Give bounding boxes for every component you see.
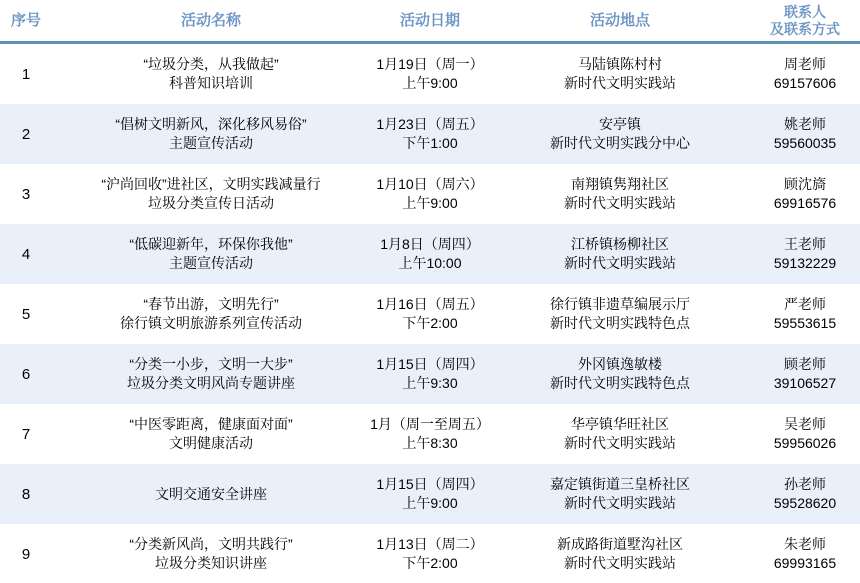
row-index-value: 2 <box>21 125 31 143</box>
contact-person-name: 姚老师 <box>784 116 826 132</box>
cell-index <box>0 224 52 284</box>
row-index-value: 1 <box>21 65 31 83</box>
cell-activity-location <box>490 104 750 164</box>
activity-name-line2: 垃圾分类宣传日活动 <box>148 195 274 211</box>
table-row <box>0 44 860 104</box>
contact-person-name: 朱老师 <box>784 536 826 552</box>
cell-activity-location <box>490 224 750 284</box>
activity-date-line1: 1月15日（周四） <box>376 356 484 372</box>
table-header-row <box>0 0 860 44</box>
activity-location-line2: 新时代文明实践特色点 <box>550 375 690 391</box>
activity-date-line2: 上午9:30 <box>402 375 458 391</box>
cell-activity-name <box>52 44 370 104</box>
contact-phone-number: 69993165 <box>773 555 837 571</box>
cell-activity-date <box>370 464 490 524</box>
activity-name-line1: “分类新风尚，文明共践行” <box>129 536 293 552</box>
contact-person-name: 吴老师 <box>784 416 826 432</box>
activity-name-line2: 文明健康活动 <box>169 435 253 451</box>
contact-person-name: 顾沈旖 <box>784 176 826 192</box>
activity-location-line2: 新时代文明实践站 <box>564 255 676 271</box>
activity-date-line1: 1月15日（周四） <box>376 476 484 492</box>
row-index-value: 3 <box>21 185 31 203</box>
table-row <box>0 524 860 583</box>
activity-date-line1: 1月23日（周五） <box>376 116 484 132</box>
cell-index <box>0 464 52 524</box>
activity-name-line1: “中医零距离，健康面对面” <box>129 416 293 432</box>
cell-activity-location <box>490 44 750 104</box>
cell-contact <box>750 104 860 164</box>
contact-phone-number: 59528620 <box>773 495 837 511</box>
header-activity-location-label: 活动地点 <box>589 11 650 29</box>
activity-name-line1: 文明交通安全讲座 <box>155 485 267 502</box>
cell-index <box>0 344 52 404</box>
cell-contact <box>750 224 860 284</box>
cell-activity-date <box>370 164 490 224</box>
row-index-value: 4 <box>21 245 31 263</box>
activity-date-line1: 1月（周一至周五） <box>370 416 490 432</box>
activity-location-line2: 新时代文明实践站 <box>564 195 676 211</box>
activity-location-line1: 华亭镇华旺社区 <box>571 416 669 432</box>
table-row <box>0 284 860 344</box>
activity-date-line2: 上午9:00 <box>402 75 458 91</box>
contact-person-name: 顾老师 <box>784 356 826 372</box>
cell-activity-location <box>490 164 750 224</box>
activity-date-line2: 上午9:00 <box>402 495 458 511</box>
row-index-value: 6 <box>21 365 31 383</box>
activity-date-line2: 上午8:30 <box>402 435 458 451</box>
cell-index <box>0 404 52 464</box>
activity-name-line1: “垃圾分类，从我做起” <box>143 56 279 72</box>
header-activity-name-label: 活动名称 <box>180 11 241 29</box>
header-activity-date-label: 活动日期 <box>399 11 460 29</box>
table-row <box>0 224 860 284</box>
activity-name-line2: 主题宣传活动 <box>169 255 253 271</box>
cell-activity-location <box>490 344 750 404</box>
activity-name-line2: 垃圾分类知识讲座 <box>155 555 267 571</box>
activity-date-line1: 1月10日（周六） <box>376 176 484 192</box>
contact-phone-number: 59132229 <box>773 255 837 271</box>
table-row <box>0 104 860 164</box>
header-index <box>0 0 52 41</box>
activity-location-line1: 马陆镇陈村村 <box>578 56 662 72</box>
activity-location-line1: 安亭镇 <box>599 116 641 132</box>
activity-location-line1: 江桥镇杨柳社区 <box>571 236 669 252</box>
cell-activity-date <box>370 404 490 464</box>
row-index-value: 5 <box>21 305 31 323</box>
activity-location-line2: 新时代文明实践特色点 <box>550 315 690 331</box>
cell-activity-name <box>52 404 370 464</box>
cell-activity-date <box>370 104 490 164</box>
contact-phone-number: 59553615 <box>773 315 837 331</box>
header-contact-label-line2: 及联系方式 <box>770 20 840 37</box>
activity-location-line2: 新时代文明实践分中心 <box>550 135 690 151</box>
contact-person-name: 周老师 <box>784 56 826 72</box>
activity-date-line2: 上午9:00 <box>402 195 458 211</box>
header-contact-label-line1: 联系人 <box>784 3 826 20</box>
activity-location-line1: 嘉定镇街道三皇桥社区 <box>550 476 690 492</box>
cell-activity-name <box>52 344 370 404</box>
activity-name-line2: 徐行镇文明旅游系列宣传活动 <box>120 315 302 331</box>
cell-contact <box>750 164 860 224</box>
table-row <box>0 164 860 224</box>
activity-location-line1: 徐行镇非遗草编展示厅 <box>550 296 690 312</box>
cell-activity-location <box>490 464 750 524</box>
activity-location-line1: 新成路街道墅沟社区 <box>557 536 683 552</box>
activity-name-line1: “倡树文明新风，深化移风易俗” <box>115 116 307 132</box>
activity-date-line2: 下午1:00 <box>402 135 458 151</box>
cell-contact <box>750 464 860 524</box>
activity-date-line2: 上午10:00 <box>398 255 462 271</box>
contact-phone-number: 59560035 <box>773 135 837 151</box>
header-activity-name <box>52 0 370 41</box>
activity-date-line1: 1月19日（周一） <box>376 56 484 72</box>
header-contact <box>750 0 860 41</box>
cell-index <box>0 104 52 164</box>
activity-date-line1: 1月16日（周五） <box>376 296 484 312</box>
row-index-value: 7 <box>21 425 31 443</box>
cell-activity-date <box>370 44 490 104</box>
cell-contact <box>750 344 860 404</box>
cell-activity-location <box>490 524 750 583</box>
table-body <box>0 44 860 583</box>
activity-location-line2: 新时代文明实践站 <box>564 75 676 91</box>
cell-activity-name <box>52 224 370 284</box>
activity-location-line2: 新时代文明实践站 <box>564 555 676 571</box>
table-row <box>0 464 860 524</box>
cell-contact <box>750 44 860 104</box>
table-row <box>0 404 860 464</box>
contact-phone-number: 59956026 <box>773 435 837 451</box>
row-index-value: 9 <box>21 545 31 563</box>
cell-activity-name <box>52 464 370 524</box>
cell-activity-name <box>52 104 370 164</box>
cell-activity-date <box>370 344 490 404</box>
contact-phone-number: 69916576 <box>773 195 837 211</box>
activity-name-line2: 垃圾分类文明风尚专题讲座 <box>127 375 295 391</box>
cell-contact <box>750 404 860 464</box>
activity-location-line2: 新时代文明实践站 <box>564 495 676 511</box>
contact-phone-number: 39106527 <box>773 375 837 391</box>
cell-activity-date <box>370 524 490 583</box>
cell-index <box>0 524 52 583</box>
header-activity-location <box>490 0 750 41</box>
cell-contact <box>750 284 860 344</box>
contact-person-name: 孙老师 <box>784 476 826 492</box>
cell-contact <box>750 524 860 583</box>
activity-location-line1: 外冈镇逸敏楼 <box>578 356 662 372</box>
activity-name-line1: “沪尚回收”进社区，文明实践减量行 <box>101 176 321 192</box>
cell-index <box>0 44 52 104</box>
activity-name-line1: “低碳迎新年，环保你我他” <box>129 236 293 252</box>
activity-location-line1: 南翔镇隽翔社区 <box>571 176 669 192</box>
cell-activity-date <box>370 224 490 284</box>
activity-name-line2: 科普知识培训 <box>169 75 253 91</box>
activity-date-line1: 1月13日（周二） <box>376 536 484 552</box>
activity-date-line2: 下午2:00 <box>402 315 458 331</box>
cell-activity-date <box>370 284 490 344</box>
cell-index <box>0 284 52 344</box>
activity-date-line2: 下午2:00 <box>402 555 458 571</box>
cell-activity-name <box>52 164 370 224</box>
cell-activity-location <box>490 404 750 464</box>
cell-activity-name <box>52 524 370 583</box>
cell-activity-name <box>52 284 370 344</box>
cell-index <box>0 164 52 224</box>
header-activity-date <box>370 0 490 41</box>
activity-location-line2: 新时代文明实践站 <box>564 435 676 451</box>
activity-name-line2: 主题宣传活动 <box>169 135 253 151</box>
activity-date-line1: 1月8日（周四） <box>380 236 480 252</box>
row-index-value: 8 <box>21 485 31 503</box>
contact-phone-number: 69157606 <box>773 75 837 91</box>
contact-person-name: 王老师 <box>784 236 826 252</box>
activity-name-line1: “分类一小步，文明一大步” <box>129 356 293 372</box>
cell-activity-location <box>490 284 750 344</box>
contact-person-name: 严老师 <box>784 296 826 312</box>
header-index-label: 序号 <box>10 11 41 29</box>
activity-name-line1: “春节出游，文明先行” <box>143 296 279 312</box>
table-row <box>0 344 860 404</box>
